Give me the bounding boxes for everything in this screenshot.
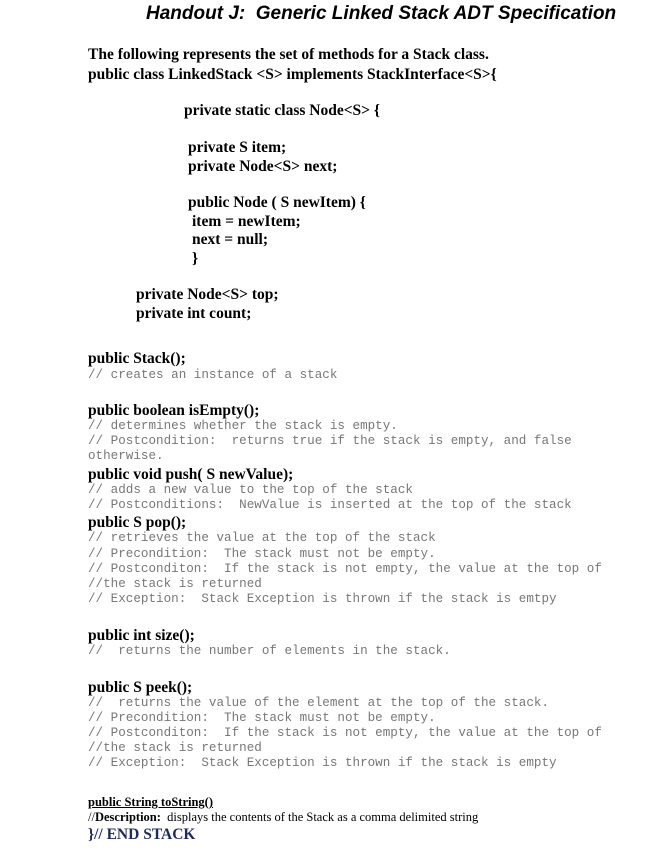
end-stack: }// END STACK bbox=[88, 826, 196, 843]
method-comment: // retrieves the value at the top of the stack bbox=[88, 531, 436, 545]
method-comment: // returns the value of the element at the top of the stack. bbox=[88, 696, 550, 710]
page-title: Handout J: Generic Linked Stack ADT Specification bbox=[146, 3, 617, 24]
method-comment: // determines whether the stack is empty. bbox=[88, 419, 398, 433]
method-signature: public Stack(); bbox=[88, 350, 186, 367]
method-comment: otherwise. bbox=[88, 449, 164, 463]
method-comment: // Precondition: The stack must not be empty. bbox=[88, 711, 436, 725]
tostring-desc-prefix: // bbox=[88, 810, 95, 824]
node-close-brace: } bbox=[192, 250, 199, 267]
method-signature: public void push( S newValue); bbox=[88, 466, 294, 483]
method-signature: public int size(); bbox=[88, 627, 195, 644]
method-comment: //the stack is returned bbox=[88, 741, 262, 755]
method-signature: public S pop(); bbox=[88, 514, 187, 531]
tostring-signature: public String toString() bbox=[88, 795, 214, 809]
field-top: private Node<S> top; bbox=[136, 286, 279, 303]
field-count: private int count; bbox=[136, 305, 252, 322]
method-comment: // adds a new value to the top of the stack bbox=[88, 483, 413, 497]
intro-text: The following represents the set of methods for a Stack class. bbox=[88, 46, 489, 63]
method-comment: // Exception: Stack Exception is thrown if the stack is emtpy bbox=[88, 592, 557, 606]
tostring-desc-text: displays the contents of the Stack as a comma delimited string bbox=[160, 810, 479, 824]
method-comment: // Postconditions: NewValue is inserted at the top of the stack bbox=[88, 498, 572, 512]
method-comment: // Postconditon: If the stack is not empty, the value at the top of bbox=[88, 562, 602, 576]
node-field-item: private S item; bbox=[188, 139, 287, 156]
method-comment: // creates an instance of a stack bbox=[88, 368, 338, 382]
method-comment: //the stack is returned bbox=[88, 577, 262, 591]
node-class-declaration: private static class Node<S> { bbox=[184, 102, 380, 119]
method-comment: // Exception: Stack Exception is thrown if the stack is empty bbox=[88, 756, 557, 770]
method-comment: // Postcondition: returns true if the stack is empty, and false bbox=[88, 434, 572, 448]
node-constructor: public Node ( S newItem) { bbox=[188, 194, 366, 211]
method-signature: public boolean isEmpty(); bbox=[88, 402, 260, 419]
tostring-description bbox=[88, 810, 478, 825]
node-assign-next: next = null; bbox=[192, 231, 269, 248]
class-declaration: public class LinkedStack <S> implements StackInterface<S>{ bbox=[88, 66, 497, 83]
node-field-next: private Node<S> next; bbox=[188, 158, 338, 175]
node-assign-item: item = newItem; bbox=[192, 213, 301, 230]
method-signature: public S peek(); bbox=[88, 679, 193, 696]
method-comment: // returns the number of elements in the stack. bbox=[88, 644, 451, 658]
method-comment: // Precondition: The stack must not be empty. bbox=[88, 547, 436, 561]
method-comment: // Postconditon: If the stack is not empty, the value at the top of bbox=[88, 726, 602, 740]
tostring-desc-label: Description: bbox=[94, 810, 161, 824]
